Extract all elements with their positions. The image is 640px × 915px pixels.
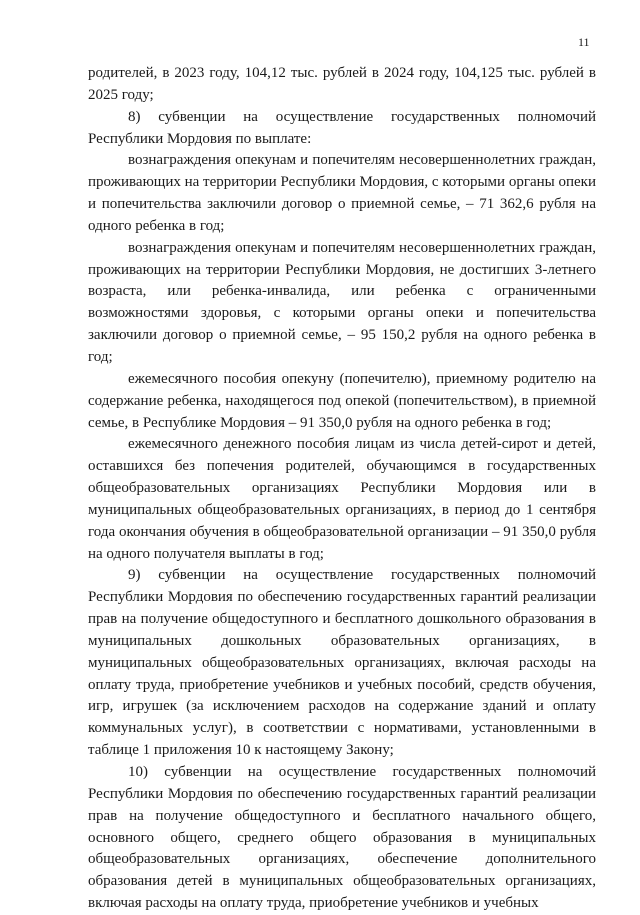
paragraph: 8) субвенции на осуществление государственных полномочий Республики Мордовия по выплате: — [88, 108, 596, 147]
paragraph: вознаграждения опекунам и попечителям несовершеннолетних граждан, проживающих на территории Республики Мордовия, не достигших 3-летнего возраста, или ребенка-инвалида, или ребенка с ограниченными возможностями здоровья, с которыми органы опеки и попечительства заключили договор о приемной семье, – 95 150,2 рубля на одного ребенка в год; — [88, 239, 596, 365]
paragraph: ежемесячного пособия опекуну (попечителю), приемному родителю на содержание ребенка, находящегося под опекой (попечительством), в приемной семье, в Республике Мордовия – 91 350,0 рубля на одного ребенка в год; — [88, 370, 596, 431]
paragraph: родителей, в 2023 году, 104,12 тыс. рублей в 2024 году, 104,125 тыс. рублей в 2025 году; — [88, 65, 596, 103]
page-number: 11 — [578, 35, 590, 49]
document-body — [88, 63, 596, 915]
paragraph: 9) субвенции на осуществление государственных полномочий Республики Мордовия по обеспечению государственных гарантий реализации прав на получение общедоступного и бесплатного дошкольного образования в муниципальных дошкольных образовательных организациях, в муниципальных общеобразовательных организациях, включая расходы на оплату труда, приобретение учебников и учебных пособий, средств обучения, игр, игрушек (за исключением расходов на содержание зданий и оплату коммунальных услуг), в соответствии с нормативами, установленными в таблице 1 приложения 10 к настоящему Закону; — [88, 567, 596, 759]
paragraph: 10) субвенции на осуществление государственных полномочий Республики Мордовия по обеспечению государственных гарантий реализации прав на получение общедоступного и бесплатного начального общего, основного общего, среднего общего образования в муниципальных общеобразовательных организациях, обеспечение дополнительного образования детей в муниципальных общеобразовательных организациях, включая расходы на оплату труда, приобретение учебников и учебных — [88, 764, 596, 912]
paragraph: ежемесячного денежного пособия лицам из числа детей-сирот и детей, оставшихся без попечения родителей, обучающимся в государственных общеобразовательных организациях Республики Мордовия или в муниципальных общеобразовательных организациях, в период до 1 сентября года окончания обучения в общеобразовательной организации – 91 350,0 рубля на одного получателя выплаты в год; — [88, 436, 596, 562]
paragraph: вознаграждения опекунам и попечителям несовершеннолетних граждан, проживающих на территории Республики Мордовия, с которыми органы опеки и попечительства заключили договор о приемной семье, – 71 362,6 рубля на одного ребенка в год; — [88, 152, 596, 234]
